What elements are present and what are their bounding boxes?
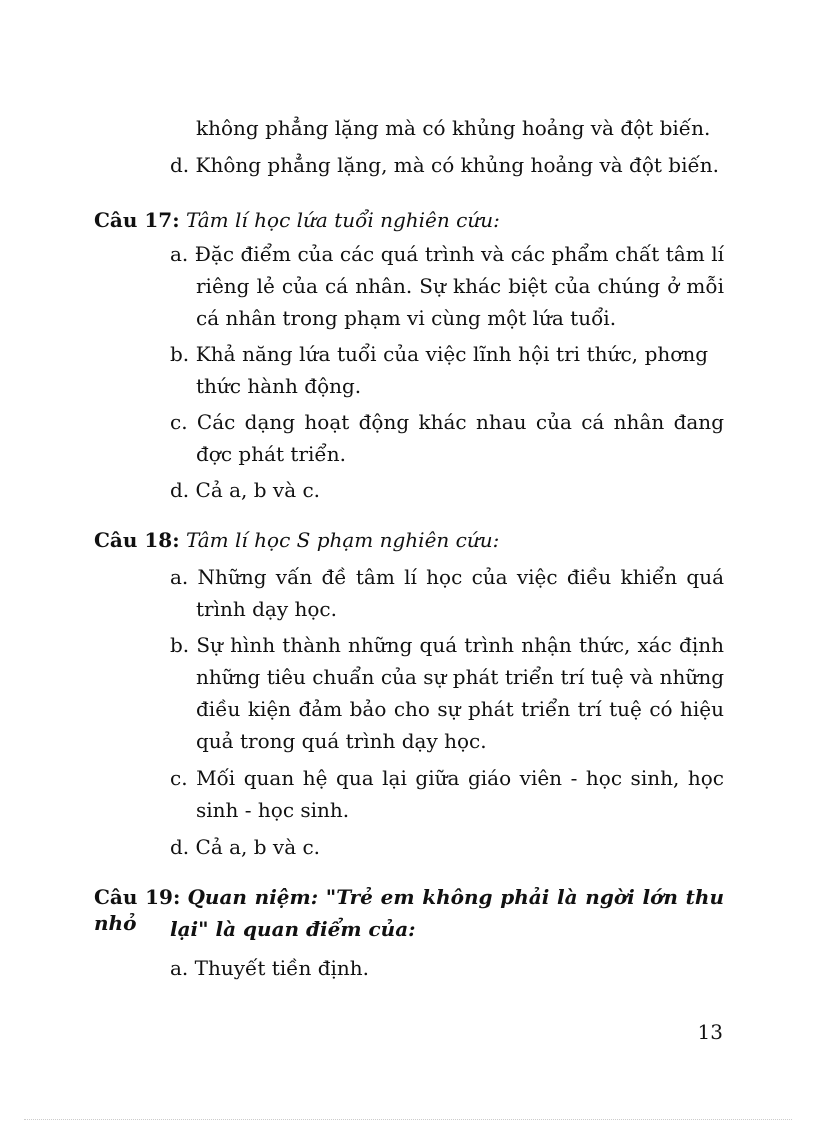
bottom-divider xyxy=(24,1119,792,1120)
question-18-text: Tâm lí học S phạm nghiên cứu: xyxy=(185,528,500,552)
q18-answer-b-line4: quả trong quá trình dạy học. xyxy=(196,729,487,753)
page-number: 13 xyxy=(697,1020,723,1044)
prev-answer-continuation: không phẳng lặng mà có khủng hoảng và đột biến. xyxy=(196,116,711,140)
question-17-label: Câu 17: xyxy=(94,208,180,232)
question-19-label: Câu 19: xyxy=(94,885,181,909)
q18-answer-c-line1: c. Mối quan hệ qua lại giữa giáo viên - học sinh, học xyxy=(170,766,724,790)
q17-answer-c-line2: đợc phát triển. xyxy=(196,442,346,466)
q18-answer-d: d. Cả a, b và c. xyxy=(170,835,321,859)
q18-answer-a-line2: trình dạy học. xyxy=(196,597,337,621)
q18-answer-b-line2: những tiêu chuẩn của sự phát triển trí tuệ và những xyxy=(196,665,724,689)
question-17 xyxy=(94,207,500,233)
question-19-text-cont: lại" là quan điểm của: xyxy=(170,917,416,941)
q17-answer-c-line1: c. Các dạng hoạt động khác nhau của cá nhân đang xyxy=(170,410,724,434)
prev-answer-d: d. Không phẳng lặng, mà có khủng hoảng và đột biến. xyxy=(170,153,720,177)
q17-answer-b-line2: thức hành động. xyxy=(196,374,362,398)
q17-answer-d: d. Cả a, b và c. xyxy=(170,478,321,502)
question-19-line2 xyxy=(170,916,416,942)
question-18-label: Câu 18: xyxy=(94,528,180,552)
q17-answer-a-line2: riêng lẻ của cá nhân. Sự khác biệt của chúng ở mỗi xyxy=(196,274,724,298)
q18-answer-b-line1: b. Sự hình thành những quá trình nhận thức, xác định xyxy=(170,633,724,657)
q17-answer-b-line1: b. Khả năng lứa tuổi của việc lĩnh hội tri thức, phơng xyxy=(170,342,708,366)
q17-answer-a-line1: a. Đặc điểm của các quá trình và các phẩm chất tâm lí xyxy=(170,242,724,266)
q18-answer-c-line2: sinh - học sinh. xyxy=(196,798,350,822)
question-17-text: Tâm lí học lứa tuổi nghiên cứu: xyxy=(185,208,500,232)
q18-answer-b-line3: điều kiện đảm bảo cho sự phát triển trí tuệ có hiệu xyxy=(196,697,724,721)
q17-answer-a-line3: cá nhân trong phạm vi cùng một lứa tuổi. xyxy=(196,306,617,330)
q19-answer-a: a. Thuyết tiền định. xyxy=(170,956,370,980)
q18-answer-a-line1: a. Những vấn đề tâm lí học của việc điều khiển quá xyxy=(170,565,724,589)
question-19-text: Quan niệm: "Trẻ em không phải là ngời lớn thu nhỏ xyxy=(94,885,724,935)
question-18 xyxy=(94,527,499,553)
